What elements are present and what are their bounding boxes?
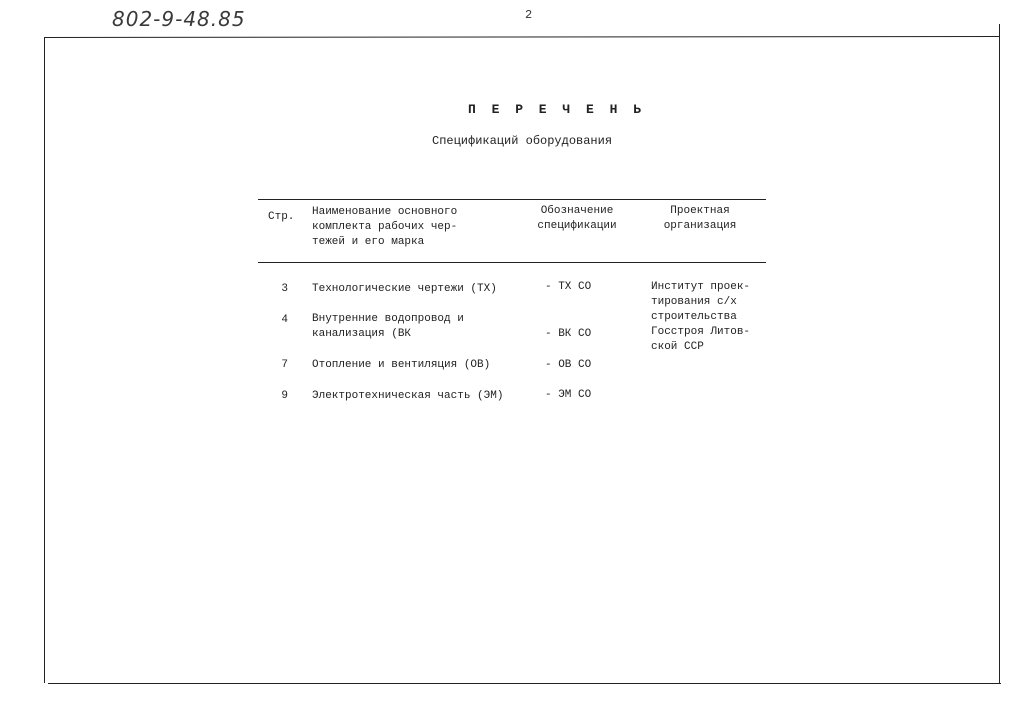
table-header-rule <box>258 262 766 263</box>
row-designation: - ОВ СО <box>545 359 592 371</box>
row-page: 9 <box>281 390 288 402</box>
row-designation: - ТХ СО <box>545 281 592 293</box>
document-title: П Е Р Е Ч Е Н Ь <box>468 102 646 117</box>
row-page: 4 <box>281 314 288 326</box>
row-designation: - ЭМ СО <box>545 389 592 401</box>
frame-border-right <box>999 24 1000 684</box>
header-name: Наименование основного комплекта рабочих чер- тежей и его марка <box>312 206 458 248</box>
page-number: 2 <box>525 8 533 22</box>
row-name: Отопление и вентиляция (ОВ) <box>312 359 491 371</box>
row-name: Электротехническая часть (ЭМ) <box>312 390 504 402</box>
header-organization: Проектная организация <box>663 205 737 232</box>
handwritten-project-code: 802-9-48.85 <box>112 7 246 31</box>
document-subtitle: Спецификаций оборудования <box>432 134 613 148</box>
organization-cell: Институт проек- тирования с/х строительства Госстроя Литов- ской ССР <box>651 281 751 353</box>
frame-border-bottom <box>48 683 1001 684</box>
row-name: Внутренние водопровод и канализация (ВК <box>312 313 464 340</box>
header-designation: Обозначение спецификации <box>537 205 617 232</box>
row-name: Технологические чертежи (ТХ) <box>312 283 497 295</box>
row-designation: - ВК СО <box>545 328 592 340</box>
header-page: Стр. <box>268 211 295 223</box>
frame-border-left <box>44 37 45 683</box>
row-page: 3 <box>281 283 288 295</box>
frame-border-top <box>44 36 1000 38</box>
row-page: 7 <box>281 359 288 371</box>
table-top-rule <box>258 199 766 200</box>
